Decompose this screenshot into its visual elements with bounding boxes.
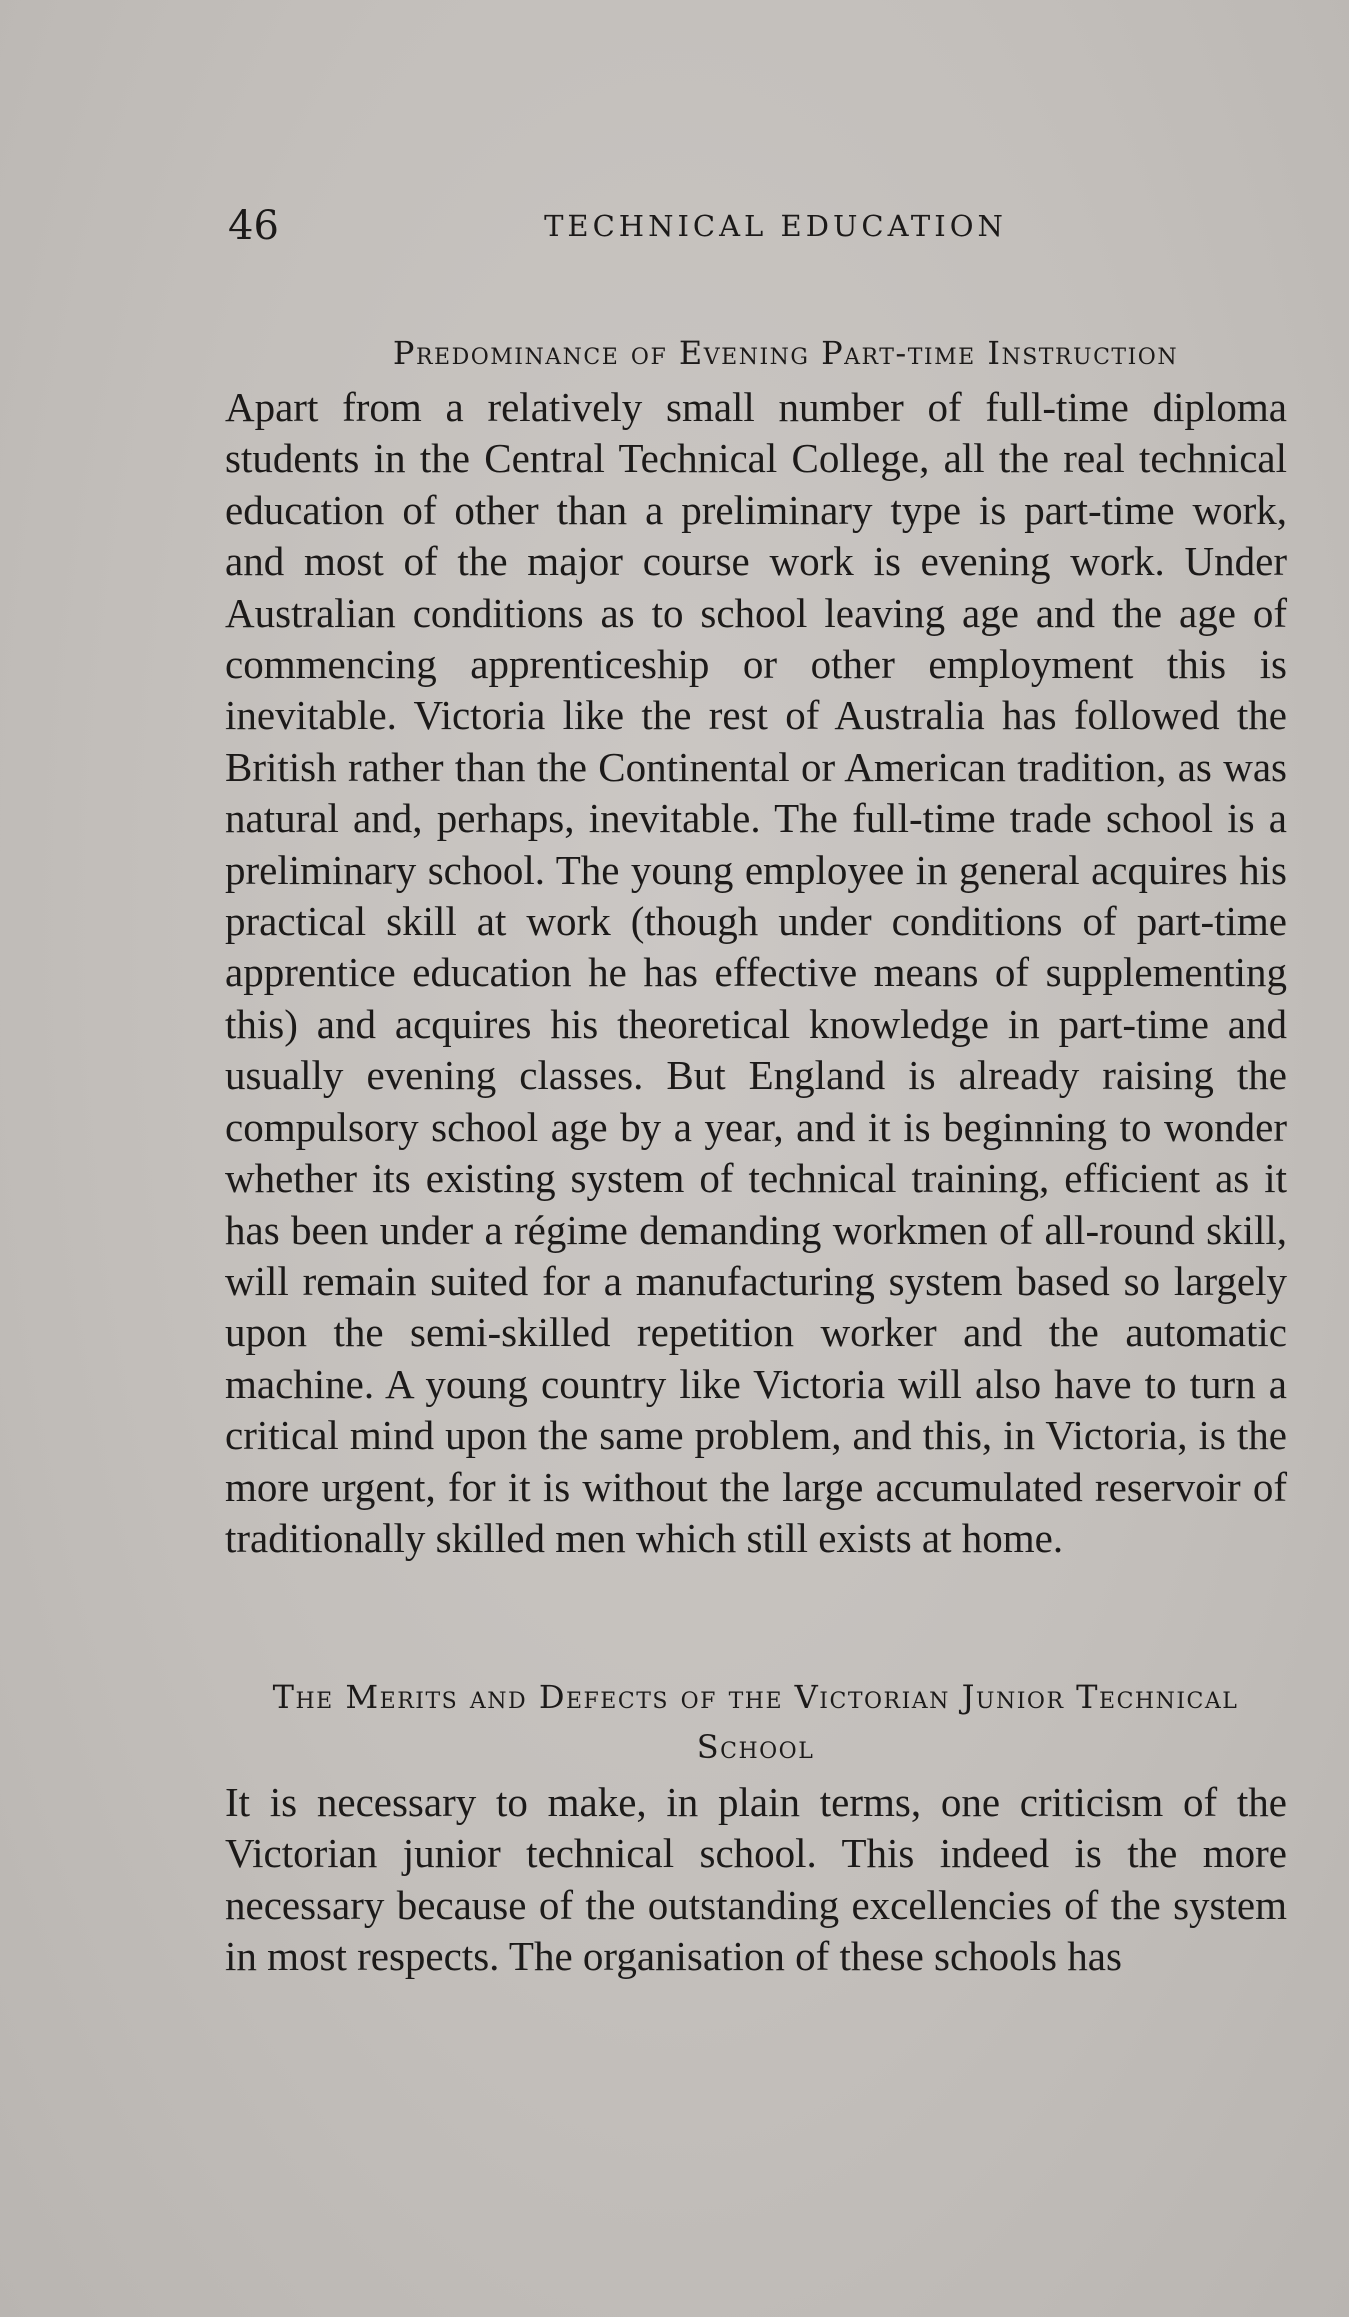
section-heading: The Merits and Defects of the Victorian Junior Technical School	[272, 1678, 1239, 1766]
page-number: 46	[228, 203, 279, 249]
body-paragraph: Apart from a relatively small number of full-time diploma students in the Central Technical College, all the real technical education of other than a preliminary type is part-time work, and most of the major course work is evening work. Under Australian conditions as to school leaving age and the age of commencing apprenticeship or other employment this is inevitable. Victoria like the rest of Australia has followed the British rather than the Continental or American tradition, as was natural and, perhaps, inevitable. The full-time trade school is a preliminary school. The young employee in general acquires his practical skill at work (though under conditions of part-time apprentice education he has effective means of supplementing this) and acquires his theoretical knowledge in part-time and usually evening classes. But England is already raising the compulsory school age by a year, and it is beginning to wonder whether its existing system of technical training, efficient as it has been under a régime demanding workmen of all-round skill, will remain suited for a manufacturing system based so largely upon the semi-skilled repetition worker and the automatic machine. A young country like Victoria will also have to turn a critical mind upon the same problem, and this, in Victoria, is the more urgent, for it is without the large accumulated reservoir of traditionally skilled men which still exists at home.	[225, 384, 1287, 1561]
body-paragraph: It is necessary to make, in plain terms, one criticism of the Victorian junior technical school. This indeed is the more necessary because of the outstanding excellencies of the system in most respects. The organisation of these schools has	[225, 1779, 1287, 1980]
section-heading: Predominance of Evening Part-time Instruction	[392, 334, 1179, 372]
running-head	[228, 196, 1283, 256]
running-title: TECHNICAL EDUCATION	[544, 209, 1007, 243]
